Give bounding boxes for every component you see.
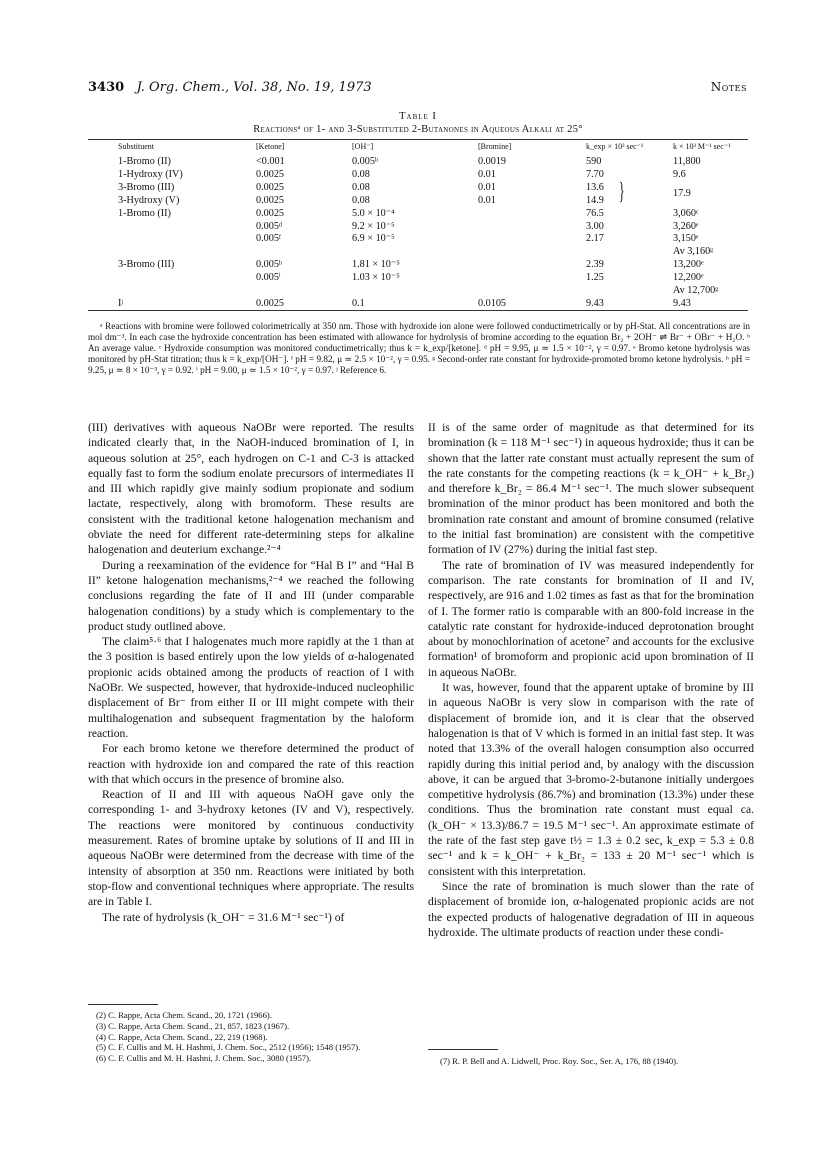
right-references <box>440 1056 750 1067</box>
paragraph: Reaction of II and III with aqueous NaOH gave only the corresponding 1- and 3-hydroxy ketones (IV and V), respectively. The reactions were monitored by continuous conductivity measurement. Rates of bromine uptake by solutions of II and III in aqueous NaOBr were determined from the decrease with time of the intensity of absorption at 350 nm. Reactions were initiated by both stop-flow and conventional techniques where appropriate. The results are in Table I. <box>88 788 414 909</box>
table-cell: 0.005ᵇ <box>352 156 379 167</box>
table-cell: 17.9 <box>673 188 691 200</box>
table-header-cell: [OH⁻] <box>352 142 374 151</box>
reference: (2) C. Rappe, Acta Chem. Scand., 20, 1721 (1966). <box>96 1010 272 1020</box>
paragraph: (III) derivatives with aqueous NaOBr were reported. The results indicated clearly that, in the NaOH-induced bromination of I, in aqueous solution at 25°, each hydrogen on C-1 and C-3 is attacked equally fast to form the sodium enolate precursors of intermediates II and III which rapidly give mainly sodium propionate and sodium lactate, respectively, along with bromoform. These results are consistent with the traditional ketone halogenation mechanism and obviate the need for different rate-determining steps for alkaline halogenation and deuterium exchange.²⁻⁴ <box>88 421 414 557</box>
table-1 <box>88 110 748 311</box>
data-table <box>88 139 748 311</box>
paragraph: During a reexamination of the evidence for “Hal B I” and “Hal B II” ketone halogenation mechanisms,²⁻⁴ we reached the following conclusions regarding the fate of II and III (under comparable halogenation conditions) by a study which is complementary to the product study outlined above. <box>88 558 414 633</box>
table-cell: 0.0025 <box>256 168 285 180</box>
table-cell: 0.08 <box>352 194 370 206</box>
right-column <box>428 420 754 940</box>
table-cell: 3.00 <box>586 220 604 232</box>
table-caption: Reactionsᵃ of 1- and 3-Substituted 2-Butanones in Aqueous Alkali at 25° <box>253 124 583 135</box>
footnote-rule <box>88 1004 158 1005</box>
table-cell: 3,060ᶜ <box>673 207 699 219</box>
table-cell: 76.5 <box>586 207 604 219</box>
table-cell: 7.70 <box>586 168 604 180</box>
reference: (6) C. F. Cullis and M. H. Hashni, J. Chem. Soc., 3080 (1957). <box>96 1053 312 1064</box>
table-header-cell: [Ketone] <box>256 142 285 151</box>
reference: (4) C. Rappe, Acta Chem. Scand., 22, 219 (1968). <box>96 1031 268 1042</box>
table-cell: 9.43 <box>586 297 604 309</box>
left-column <box>88 420 414 925</box>
table-cell: 3-Hydroxy (V) <box>118 194 180 206</box>
table-cell: 1.81 × 10⁻⁵ <box>352 259 400 271</box>
section-label: Notes <box>710 80 747 94</box>
table-cell: 0.005ʰ <box>256 259 283 271</box>
table-header-cell: Substituent <box>118 142 155 151</box>
table-cell: 3,260ᵉ <box>673 220 699 232</box>
table-cell: 0.08 <box>352 181 370 193</box>
reference: (5) C. F. Cullis and M. H. Hashmi, J. Chem. Soc., 2512 (1956); 1548 (1957). <box>96 1042 361 1053</box>
table-cell: 1-Hydroxy (IV) <box>118 168 183 180</box>
table-cell: 3-Bromo (III) <box>118 259 175 271</box>
table-cell: 1.03 × 10⁻⁵ <box>352 272 400 284</box>
table-cell: 0.0019 <box>478 156 507 167</box>
table-cell: 9.6 <box>673 168 686 180</box>
table-cell: 0.0105 <box>478 297 507 309</box>
table-cell: 590 <box>586 156 602 167</box>
paragraph: For each bromo ketone we therefore determined the product of reaction with hydroxide ion and compared the rate of this reaction with that which occurs in the presence of bromine also. <box>88 742 414 786</box>
running-head <box>88 80 747 98</box>
table-footnotes <box>88 321 750 376</box>
table-cell: 14.9 <box>586 194 604 206</box>
table-cell: Iʲ <box>118 297 123 309</box>
paragraph: The rate of bromination of IV was measured independently for comparison. The rate constants for bromination of II and IV, respectively, are 916 and 1.02 times as fast as that for the bromination of I. The former ratio is comparable with an 800-fold increase in the catalytic rate constant for hydroxide-induced deprotonation brought about by monochlorination of acetone⁷ and accounts for the exclusive formation¹ of bromoform and propionic acid upon bromination of II in aqueous NaOBr. <box>428 558 754 679</box>
paragraph: II is of the same order of magnitude as that determined for its bromination (k = 118 M⁻¹ sec⁻¹) in aqueous hydroxide; thus it can be shown that the latter rate constant must actually represent the sum of the rate constants for the competing reactions (k = k_OH⁻ + k_Br₂) and therefore k_Br₂ = 86.4 M⁻¹ sec⁻¹. The much slower subsequent bromination of the minor product has been monitored and both the bromination rate constant and amount of bromine consumed (relative to the initial fast bromination) are consistent with the competitive formation of IV (27%) during the initial fast step. <box>428 421 754 557</box>
table-cell: 3,150ᵉ <box>673 233 699 245</box>
table-header-cell: k × 10³ M⁻¹ sec⁻¹ <box>673 142 731 151</box>
reference: (3) C. Rappe, Acta Chem. Scand., 21, 857, 1823 (1967). <box>96 1020 290 1031</box>
paragraph: The rate of hydrolysis (k_OH⁻ = 31.6 M⁻¹ sec⁻¹) of <box>102 910 345 924</box>
table-cell: 5.0 × 10⁻⁴ <box>352 207 395 219</box>
table-cell: Av 12,700ᵍ <box>673 285 719 296</box>
table-cell: 0.0025 <box>256 297 285 309</box>
table-cell: 0.01 <box>478 168 496 180</box>
table-cell: 2.17 <box>586 233 604 245</box>
table-cell: 13,200ᵉ <box>673 259 704 271</box>
table-cell: <0.001 <box>256 156 285 167</box>
table-cell: 9.2 × 10⁻⁵ <box>352 220 395 232</box>
table-brace: } <box>618 178 625 205</box>
table-title: Table I <box>399 111 437 122</box>
journal-citation: J. Org. Chem., Vol. 38, No. 19, 1973 <box>136 80 372 95</box>
table-cell: 0.08 <box>352 168 370 180</box>
page-number: 3430 <box>88 80 125 95</box>
table-cell: 1-Bromo (II) <box>118 207 171 219</box>
table-cell: 0.005ᵈ <box>256 220 283 232</box>
paragraph: Since the rate of bromination is much slower than the rate of displacement of bromide ion, α-halogenated propionic acids are not the expected products of halogenative degradation of III in aqueous hydroxide. The ultimate products of reaction under these condi- <box>428 879 754 939</box>
left-references <box>96 1010 414 1064</box>
paragraph: The claim⁵·⁶ that I halogenates much more rapidly at the 1 than at the 3 position is based entirely upon the low yields of α-halogenated propionic acids obtained among the products of reaction of I with NaOBr. We suspected, however, that hydroxide-induced nucleophilic displacement of Br⁻ from either II or III might compete with their multihalogenation and subsequent fragmentation by the haloform reaction. <box>88 635 414 740</box>
table-cell: 0.0025 <box>256 207 285 219</box>
table-cell: 0.0025 <box>256 194 285 206</box>
table-cell: Av 3,160ᵍ <box>673 246 714 258</box>
table-cell: 0.1 <box>352 297 365 309</box>
table-header-cell: k_exp × 10³ sec⁻¹ <box>586 142 644 151</box>
table-cell: 1.25 <box>586 272 604 284</box>
table-cell: 13.6 <box>586 181 604 193</box>
table-cell: 11,800 <box>673 156 701 167</box>
table-cell: 0.005ⁱ <box>256 272 281 284</box>
table-cell: 0.0025 <box>256 181 285 193</box>
table-cell: 3-Bromo (III) <box>118 181 175 193</box>
table-cell: 0.01 <box>478 181 496 193</box>
reference: (7) R. P. Bell and A. Lidwell, Proc. Roy. Soc., Ser. A, 176, 88 (1940). <box>440 1056 679 1066</box>
table-cell: 6.9 × 10⁻⁵ <box>352 233 395 245</box>
table-cell: 12,200ᵉ <box>673 272 704 284</box>
table-cell: 2.39 <box>586 259 604 271</box>
footnote-rule <box>428 1049 498 1050</box>
table-cell: 0.01 <box>478 194 496 206</box>
table-header-cell: [Bromine] <box>478 142 512 151</box>
table-cell: 0.005ᶠ <box>256 233 282 245</box>
table-cell: 9.43 <box>673 297 691 309</box>
paragraph: It was, however, found that the apparent uptake of bromine by III in aqueous NaOBr is very slow in comparison with the rate of displacement of bromide ion, and it is clear that the observed halogenation is that of V which is formed in an initial fast step. It was noted that 13.3% of the overall halogen consumption also occurred rapidly during this initial period and, by analogy with the discussion above, it can be argued that 3-bromo-2-butanone initially undergoes competitive hydrolysis (86.7%) and bromination (13.3%) under these conditions. Thus the bromination rate constant must equal ca. (k_OH⁻ × 13.3)/86.7 = 19.5 M⁻¹ sec⁻¹. An approximate estimate of the rate of the fast step gave t½ = 1.3 ± 0.2 sec, k_exp = 5.3 ± 0.8 sec⁻¹ and k = k_OH⁻ + k_Br₂ = 133 ± 20 M⁻¹ sec⁻¹ which is consistent with this interpretation. <box>428 681 754 878</box>
footnote-text: ᵃ Reactions with bromine were followed colorimetrically at 350 nm. Those with hydroxide ion alone were followed conductimetrically or by pH-Stat. All concentrations are in mol dm⁻³. In each case the hydroxide concentration has been estimated with allowance for hydrolysis of bromine according to the equation Br₂ + 2OH⁻ ⇌ Br⁻ + OBr⁻ + H₂O. ᵇ An average value. ᶜ Hydroxide consumption was monitored conductimetrically; thus k = k_exp/[ketone]. ᵈ pH = 9.95, μ ≃ 1.5 × 10⁻², γ = 0.97. ᵉ Bromo ketone hydrolysis was monitored by pH-Stat titration; thus k = k_exp/[OH⁻]. ᶠ pH = 9.82, μ ≃ 2.5 × 10⁻², γ = 0.95. ᵍ Second-order rate constant for hydroxide-promoted bromo ketone hydrolysis. ʰ pH = 9.25, μ ≃ 8 × 10⁻³, γ = 0.92. ⁱ pH = 9.00, μ ≃ 1.5 × 10⁻², γ = 0.97. ʲ Reference 6. <box>88 321 750 375</box>
table-cell: 1-Bromo (II) <box>118 156 171 167</box>
